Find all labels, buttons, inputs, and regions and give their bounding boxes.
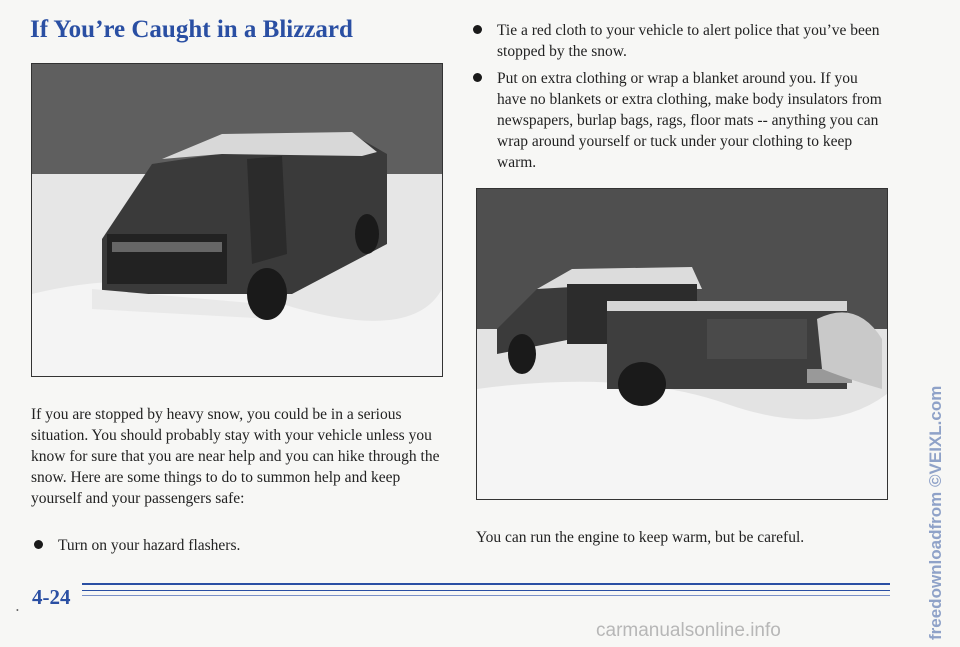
bullet-icon [473, 25, 482, 34]
intro-paragraph: If you are stopped by heavy snow, you could be in a serious situation. You should probably stay with your vehicle unless you know for sure that you are near help and you can hike through the snow. Here are some things to do to summon help and keep yourself and your passengers safe: [31, 406, 440, 507]
bullet-text: Turn on your hazard flashers. [58, 537, 241, 554]
pickup-truck-in-snow-illustration [476, 188, 888, 500]
bullet-text: Put on extra clothing or wrap a blanket around you. If you have no blankets or extra clothing, make body insulators from newspapers, burlap bags, rags, floor mats -- anything you can wrap around yourself or tuck under your clothing to keep warm. [497, 70, 882, 171]
bullet-icon [473, 73, 482, 82]
bottom-watermark: carmanualsonline.info [596, 620, 781, 641]
bullet-item-extra-clothing [497, 68, 887, 173]
van-in-snow-illustration [31, 63, 443, 377]
side-watermark: freedownloadfrom ©VEIXL.com [926, 385, 945, 640]
page-title: If You’re Caught in a Blizzard [30, 16, 353, 43]
page-number: 4-24 [32, 585, 71, 609]
photo-caption: You can run the engine to keep warm, but be careful. [476, 529, 805, 546]
bullet-icon [34, 540, 43, 549]
margin-mark: • [16, 606, 19, 615]
footer-rule [82, 583, 890, 605]
bullet-item-red-cloth [497, 20, 887, 62]
bullet-text: Tie a red cloth to your vehicle to alert police that you’ve been stopped by the snow. [497, 22, 880, 60]
bullet-item-hazard-flashers [58, 535, 438, 556]
